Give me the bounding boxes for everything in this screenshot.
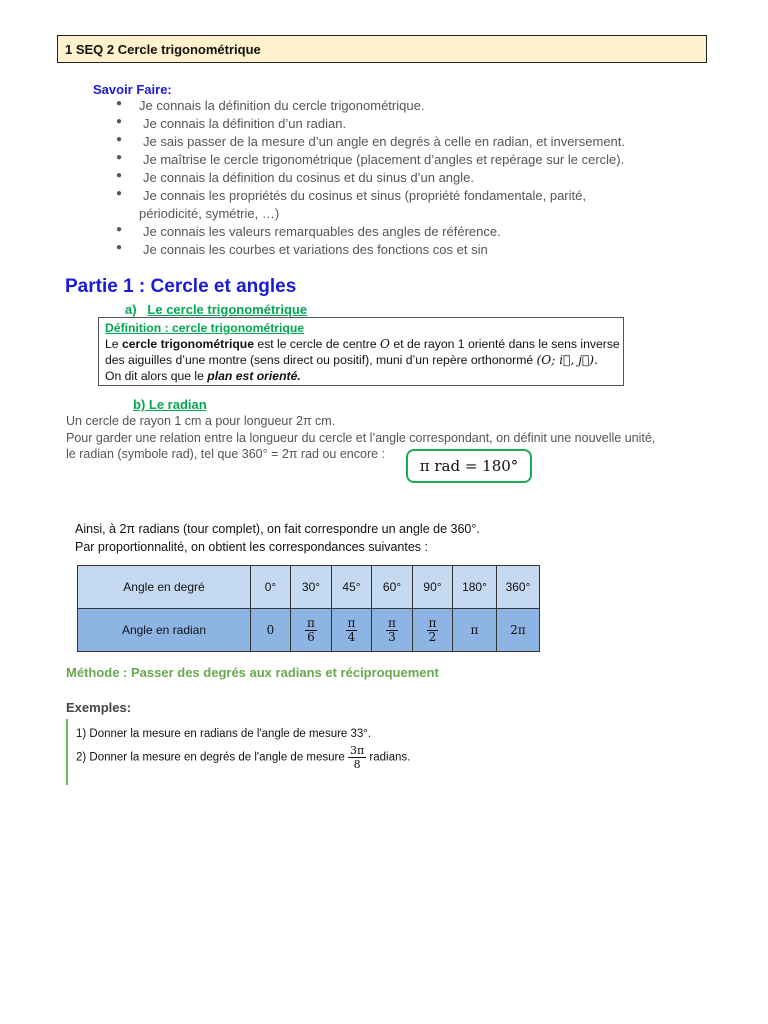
bullet-icon: ● [116, 188, 123, 199]
subsection-a-heading: a) Le cercle trigonométrique [125, 302, 308, 317]
bullet-icon: ● [116, 224, 123, 235]
table-cell: π [453, 609, 497, 652]
definition-line-3: On dit alors que le plan est orienté. [105, 369, 301, 383]
table-row [78, 566, 540, 609]
row-header: Angle en radian [78, 609, 251, 652]
radian-paragraph-2: Pour garder une relation entre la longueur du cercle et l’angle correspondant, on définit une nouvelle unité, [66, 431, 656, 445]
sequence-title-box [57, 35, 707, 63]
example-margin-bar [66, 719, 68, 785]
table-row [78, 609, 540, 652]
table-cell: 30° [291, 566, 332, 609]
table-cell: 360° [497, 566, 540, 609]
table-cell: $\frac{\pi}{3}$ [372, 609, 413, 652]
bullet-icon: ● [116, 242, 123, 253]
table-cell: $\frac{\pi}{4}$ [332, 609, 372, 652]
table-cell: 0° [251, 566, 291, 609]
savoir-faire-title: Savoir Faire: [93, 82, 172, 97]
ainsi-line-1: Ainsi, à 2π radians (tour complet), on fait correspondre un angle de 360°. [75, 522, 480, 536]
table-cell: 60° [372, 566, 413, 609]
table-cell: $\frac{\pi}{2}$ [413, 609, 453, 652]
bullet-icon: ● [116, 134, 123, 145]
sequence-title: 1 SEQ 2 Cercle trigonométrique [65, 42, 261, 57]
bullet-icon: ● [116, 152, 123, 163]
bullet-icon: ● [116, 170, 123, 181]
definition-line-1: Le cercle trigonométrique est le cercle de centre O et de rayon 1 orienté dans le sens inverse [105, 337, 620, 351]
section-heading: Partie 1 : Cercle et angles [65, 276, 297, 297]
bullet-icon: ● [116, 116, 123, 127]
table-cell: 2π [497, 609, 540, 652]
table-cell: 180° [453, 566, 497, 609]
table-cell: $\frac{\pi}{6}$ [291, 609, 332, 652]
definition-box [98, 317, 624, 386]
table-cell: 90° [413, 566, 453, 609]
subsection-b-heading: b) Le radian [133, 397, 207, 412]
radian-paragraph-1: Un cercle de rayon 1 cm a pour longueur 2π cm. [66, 414, 336, 428]
radian-paragraph-3: le radian (symbole rad), tel que 360° = 2π rad ou encore : [66, 447, 386, 461]
example-1: 1) Donner la mesure en radians de l'angle de mesure 33°. [76, 728, 372, 740]
formula-box: π rad = 180° [406, 449, 532, 483]
example-2: 2) Donner la mesure en degrés de l'angle de mesure $\frac{3\pi}{8}$ radians. [76, 744, 411, 771]
table-cell: 0 [251, 609, 291, 652]
exemples-heading: Exemples: [66, 700, 132, 715]
methode-heading: Méthode : Passer des degrés aux radians et réciproquement [66, 665, 439, 680]
table-cell: 45° [332, 566, 372, 609]
conversion-table [77, 565, 540, 652]
definition-title: Définition : cercle trigonométrique [105, 321, 305, 335]
ainsi-line-2: Par proportionnalité, on obtient les correspondances suivantes : [75, 540, 428, 554]
bullet-icon: ● [116, 98, 123, 109]
definition-line-2: des aiguilles d’une montre (sens direct ou positif), muni d’un repère orthonormé (O; i⃗, j⃗). [105, 353, 598, 367]
row-header: Angle en degré [78, 566, 251, 609]
